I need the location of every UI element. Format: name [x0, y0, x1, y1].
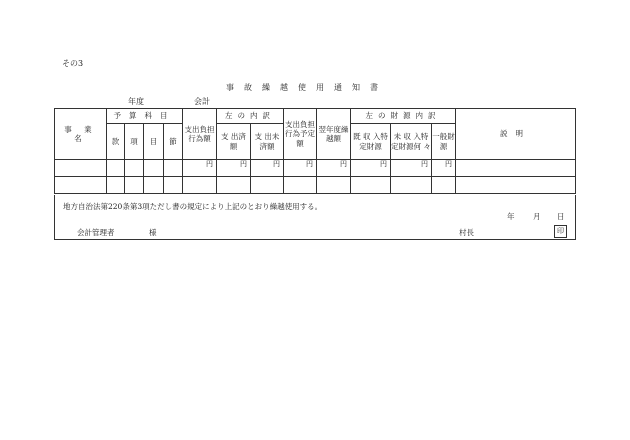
cell-unreceived-yen[interactable]: 円	[391, 160, 432, 177]
fiscal-year-label: 年度	[128, 97, 144, 106]
form-id: その3	[62, 59, 84, 68]
cell-unpaid[interactable]	[251, 177, 284, 194]
cell-moku[interactable]	[144, 160, 164, 177]
moku-header: 目	[144, 124, 164, 160]
general-funds-header: 一般財源	[432, 124, 456, 160]
cell-received[interactable]	[351, 177, 391, 194]
legal-basis-text: 地方自治法第220条第3項ただし書の規定により上記のとおり繰越使用する。	[63, 202, 323, 211]
cell-received-yen[interactable]: 円	[351, 160, 391, 177]
cell-commitment[interactable]	[183, 177, 217, 194]
table-row	[55, 177, 576, 194]
village-chief-label: 村長	[459, 228, 474, 237]
cell-planned-yen[interactable]: 円	[284, 160, 317, 177]
cell-setsu[interactable]	[164, 160, 183, 177]
planned-commitment-header: 支出負担行為予定額	[284, 109, 317, 160]
cell-paid[interactable]	[217, 177, 251, 194]
honorific-label: 様	[149, 228, 157, 237]
funding-breakdown-header: 左の財源内訳	[351, 109, 456, 124]
carryover-table	[54, 108, 576, 194]
next-year-carryover-header: 翌年度繰越額	[317, 109, 351, 160]
date-day-label: 日	[557, 212, 565, 221]
description-header: 説明	[456, 109, 576, 160]
unreceived-specific-funds-header: 未 収 入特定財源何 々	[391, 124, 432, 160]
document-title: 事故繰越使用通知書	[226, 83, 388, 92]
cell-general-yen[interactable]: 円	[432, 160, 456, 177]
cell-description[interactable]	[456, 177, 576, 194]
cell-kou[interactable]	[125, 177, 144, 194]
cell-project-name[interactable]	[55, 177, 107, 194]
cell-general[interactable]	[432, 177, 456, 194]
unpaid-amount-header: 支 出未済額	[251, 124, 284, 160]
cell-carryover-yen[interactable]: 円	[317, 160, 351, 177]
seal-mark: 印	[554, 225, 567, 238]
received-specific-funds-header: 既 収 入特定財源	[351, 124, 391, 160]
cell-unpaid-yen[interactable]: 円	[251, 160, 284, 177]
expenditure-commitment-header: 支出負担行為額	[183, 109, 217, 160]
date-month-label: 月	[533, 212, 541, 221]
cell-kan[interactable]	[107, 160, 125, 177]
cell-planned[interactable]	[284, 177, 317, 194]
cell-project-name[interactable]	[55, 160, 107, 177]
accounting-manager-label: 会計管理者	[77, 228, 115, 237]
cell-description[interactable]	[456, 160, 576, 177]
kou-header: 項	[125, 124, 144, 160]
table-row	[55, 160, 576, 177]
account-label: 会計	[194, 97, 210, 106]
setsu-header: 節	[164, 124, 183, 160]
kan-header: 款	[107, 124, 125, 160]
cell-paid-yen[interactable]: 円	[217, 160, 251, 177]
cell-kou[interactable]	[125, 160, 144, 177]
cell-commitment-yen[interactable]: 円	[183, 160, 217, 177]
cell-carryover[interactable]	[317, 177, 351, 194]
paid-amount-header: 支 出済 額	[217, 124, 251, 160]
breakdown-header: 左の内訳	[217, 109, 284, 124]
cell-unreceived[interactable]	[391, 177, 432, 194]
notice-footer	[54, 195, 576, 240]
budget-item-header: 予算科目	[107, 109, 183, 124]
cell-setsu[interactable]	[164, 177, 183, 194]
cell-kan[interactable]	[107, 177, 125, 194]
cell-moku[interactable]	[144, 177, 164, 194]
project-name-header: 事 業 名	[55, 109, 107, 160]
date-year-label: 年	[507, 212, 515, 221]
